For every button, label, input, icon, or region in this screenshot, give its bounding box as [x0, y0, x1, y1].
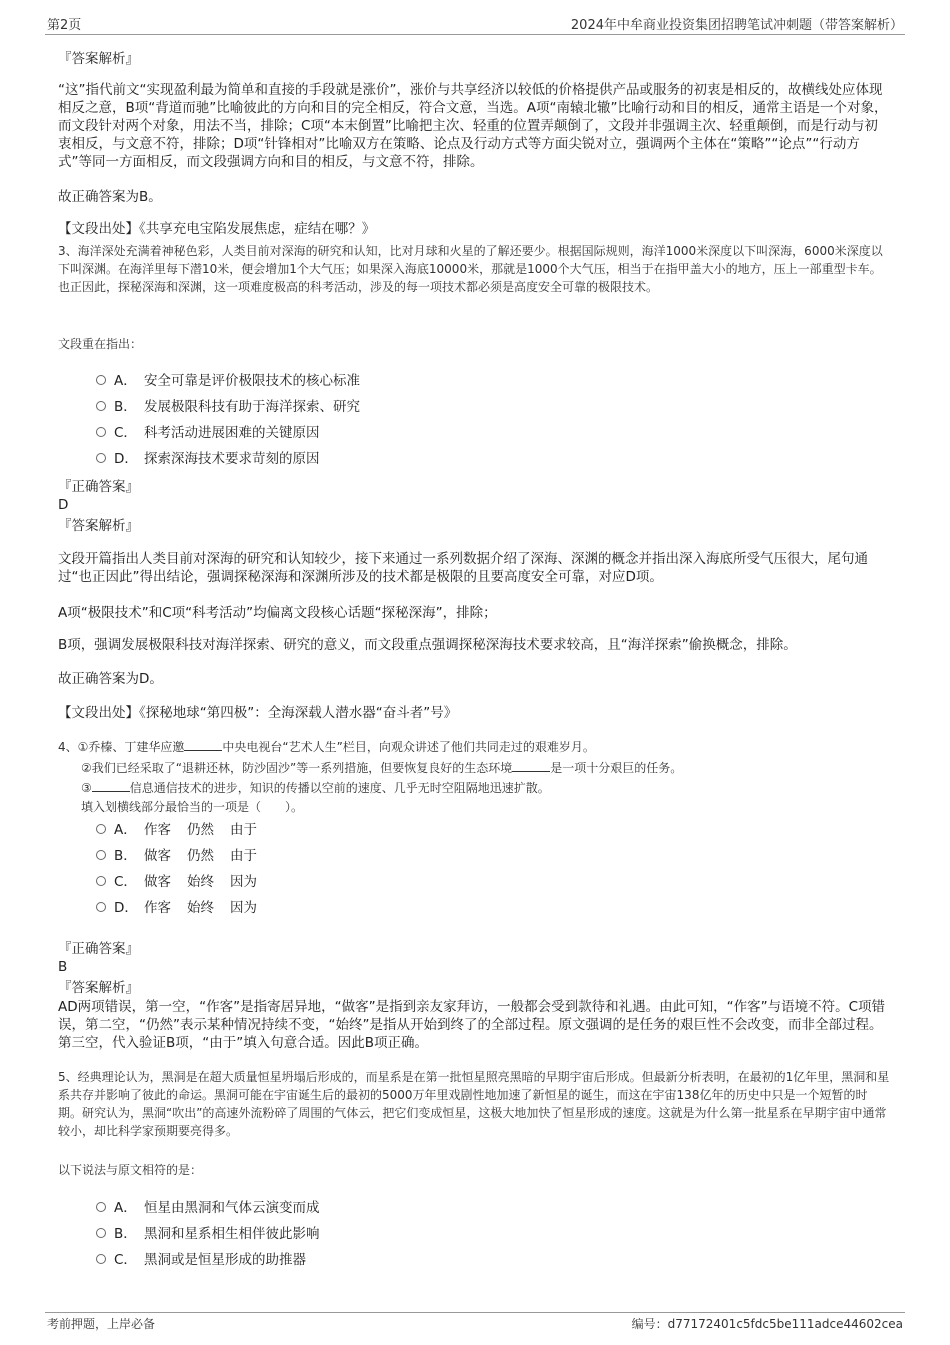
page-number: 第2页: [47, 18, 82, 33]
option-d[interactable]: D． 探索深海技术要求苛刻的原因: [96, 449, 320, 469]
answer-analysis-label: 『答案解析』: [58, 980, 139, 996]
radio-icon[interactable]: [96, 427, 106, 437]
radio-icon[interactable]: [96, 1202, 106, 1212]
answer-analysis-text: B项，强调发展极限科技对海洋探索、研究的意义，而文段重点强调探秘深海技术要求较高，且“海洋探索”偷换概念，排除。: [58, 637, 797, 653]
question-4-line-3: ③ 信息通信技术的进步，知识的传播以空前的速度、几乎无时空阻隔地迅速扩散。: [81, 781, 550, 795]
option-c[interactable]: C． 做客 始终 因为: [96, 872, 257, 892]
option-a[interactable]: A． 恒星由黑洞和气体云演变而成: [96, 1198, 320, 1218]
fill-blank: [512, 759, 550, 772]
option-b[interactable]: B． 发展极限科技有助于海洋探索、研究: [96, 397, 360, 417]
fill-blank: [92, 779, 130, 792]
source-citation: 【文段出处】《共享充电宝陷发展焦虑，症结在哪？》: [58, 221, 376, 237]
question-3-prompt: 文段重在指出：: [58, 337, 143, 351]
option-c[interactable]: C． 科考活动进展困难的关键原因: [96, 423, 320, 443]
radio-icon[interactable]: [96, 850, 106, 860]
document-id: 编号：d77172401c5fdc5be111adce44602cea: [631, 1317, 903, 1331]
correct-answer: B: [58, 959, 68, 975]
option-c[interactable]: C． 黑洞或是恒星形成的助推器: [96, 1250, 306, 1270]
question-5-prompt: 以下说法与原文相符的是：: [58, 1163, 203, 1177]
source-citation: 【文段出处】《探秘地球“第四极”：全海深载人潜水器“奋斗者”号》: [58, 705, 458, 721]
radio-icon[interactable]: [96, 1254, 106, 1264]
radio-icon[interactable]: [96, 876, 106, 886]
page-footer: [45, 1312, 905, 1337]
footer-slogan: 考前押题，上岸必备: [47, 1317, 156, 1331]
question-4-line-1: 4、①乔榛、丁建华应邀 中央电视台“艺术人生”栏目，向观众讲述了他们共同走过的艰难岁月。: [58, 740, 595, 754]
option-a[interactable]: A． 安全可靠是评价极限技术的核心标准: [96, 371, 360, 391]
radio-icon[interactable]: [96, 824, 106, 834]
radio-icon[interactable]: [96, 401, 106, 411]
correct-answer-label: 『正确答案』: [58, 941, 139, 957]
question-4-prompt: 填入划横线部分最恰当的一项是（ ）。: [81, 800, 304, 814]
answer-analysis-text: “这”指代前文“实现盈利最为简单和直接的手段就是涨价”，涨价与共享经济以较低的价格提供产品或服务的初衷是相反的，故横线处应体现相反之意，B项“背道而驰”比喻彼此的方向和目的完全相反，符合文意，当选。A项“南辕北辙”比喻行动和目的相反，通常主语是一个对象，而文段针对两个对象，用法不当，排除；C项“本末倒置”比喻把主次、轻重的位置弄颠倒了，文段并非强调主次、轻重颠倒，而是行动与初衷相反，与文意不符，排除；D项“针锋相对”比喻双方在策略、论点及行动方式等方面尖锐对立，强调两个主体在“策略”“论点”“行动方式”等同一方面相反，而文段强调方向和目的相反，与文意不符，排除。: [58, 82, 888, 170]
answer-analysis-label: 『答案解析』: [58, 51, 139, 67]
conclusion: 故正确答案为D。: [58, 671, 163, 687]
correct-answer: D: [58, 497, 69, 513]
option-a[interactable]: A． 作客 仍然 由于: [96, 820, 257, 840]
radio-icon[interactable]: [96, 453, 106, 463]
answer-analysis-text: A项“极限技术”和C项“科考活动”均偏离文段核心话题“探秘深海”，排除；: [58, 605, 497, 621]
question-5-stem: 5、经典理论认为，黑洞是在超大质量恒星坍塌后形成的，而星系是在第一批恒星照亮黑暗的早期宇宙后形成。但最新分析表明，在最初的1亿年里，黑洞和星系共存并影响了彼此的命运。黑洞可能在宇宙诞生后的最初的5000万年里戏剧性地加速了新恒星的诞生，而这在宇宙138亿年的历史中只是一个短暂的时期。研究认为，黑洞“吹出”的高速外流粉碎了周围的气体云，把它们变成恒星，这极大地加快了恒星形成的速度。这就是为什么第一批星系在早期宇宙中通常较小，却比科学家预期要亮得多。: [58, 1070, 890, 1138]
conclusion: 故正确答案为B。: [58, 189, 162, 205]
radio-icon[interactable]: [96, 902, 106, 912]
answer-analysis-label: 『答案解析』: [58, 518, 139, 534]
option-d[interactable]: D． 作客 始终 因为: [96, 898, 257, 918]
answer-analysis-text: AD两项错误，第一空，“作客”是指寄居异地，“做客”是指到亲友家拜访，一般都会受到款待和礼遇。由此可知，“作客”与语境不符。C项错误，第二空，“仍然”表示某种情况持续不变，“始终”是指从开始到终了的全部过程。原文强调的是任务的艰巨性不会改变，而非全部过程。第三空，代入验证B项，“由于”填入句意合适。因此B项正确。: [58, 999, 886, 1051]
question-4-line-2: ②我们已经采取了“退耕还林，防沙固沙”等一系列措施，但要恢复良好的生态环境 是一项十分艰巨的任务。: [81, 761, 683, 775]
question-3-stem: 3、海洋深处充满着神秘色彩，人类目前对深海的研究和认知，比对月球和火星的了解还要少。根据国际规则，海洋1000米深度以下叫深海，6000米深度以下叫深渊。在海洋里每下潜10米，便会增加1个大气压；如果深入海底10000米，那就是1000个大气压，相当于在指甲盖大小的地方，压上一部重型卡车。也正因此，探秘深海和深渊，这一项难度极高的科考活动，涉及的每一项技术都必须是高度安全可靠的极限技术。: [58, 244, 883, 294]
option-b[interactable]: B． 黑洞和星系相生相伴彼此影响: [96, 1224, 320, 1244]
option-b[interactable]: B． 做客 仍然 由于: [96, 846, 257, 866]
document-title: 2024年中牟商业投资集团招聘笔试冲刺题（带答案解析）: [570, 18, 903, 33]
answer-analysis-text: 文段开篇指出人类目前对深海的研究和认知较少，接下来通过一系列数据介绍了深海、深渊的概念并指出深入海底所受气压很大，尾句通过“也正因此”得出结论，强调探秘深海和深渊所涉及的技术都是极限的且要高度安全可靠，对应D项。: [58, 551, 868, 585]
radio-icon[interactable]: [96, 1228, 106, 1238]
radio-icon[interactable]: [96, 375, 106, 385]
correct-answer-label: 『正确答案』: [58, 479, 139, 495]
fill-blank: [184, 738, 222, 751]
page-header: [45, 12, 905, 35]
